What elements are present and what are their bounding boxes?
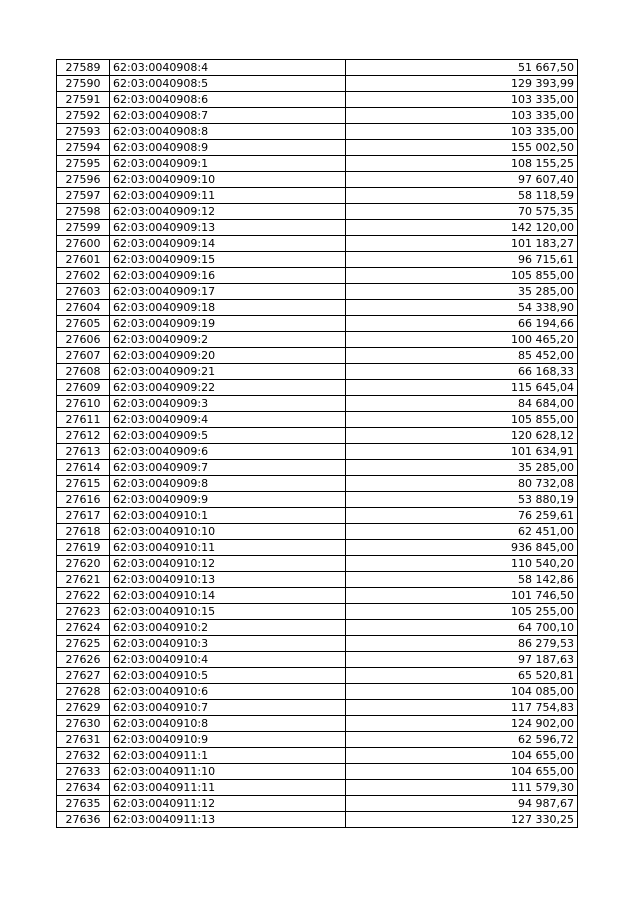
value-cell: 80 732,08	[346, 476, 578, 492]
cadastral-number-cell: 62:03:0040910:12	[110, 556, 346, 572]
cadastral-number-cell: 62:03:0040908:6	[110, 92, 346, 108]
cadastral-number-cell: 62:03:0040909:19	[110, 316, 346, 332]
value-cell: 35 285,00	[346, 284, 578, 300]
value-cell: 97 187,63	[346, 652, 578, 668]
row-number-cell: 27628	[57, 684, 110, 700]
cadastral-number-cell: 62:03:0040909:10	[110, 172, 346, 188]
cadastral-number-cell: 62:03:0040911:13	[110, 812, 346, 828]
table-row	[57, 364, 578, 380]
row-number-cell: 27621	[57, 572, 110, 588]
value-cell: 129 393,99	[346, 76, 578, 92]
table-row	[57, 764, 578, 780]
cadastral-number-cell: 62:03:0040909:8	[110, 476, 346, 492]
value-cell: 108 155,25	[346, 156, 578, 172]
cadastral-number-cell: 62:03:0040910:3	[110, 636, 346, 652]
value-cell: 86 279,53	[346, 636, 578, 652]
value-cell: 62 451,00	[346, 524, 578, 540]
row-number-cell: 27597	[57, 188, 110, 204]
table-row	[57, 348, 578, 364]
value-cell: 70 575,35	[346, 204, 578, 220]
row-number-cell: 27601	[57, 252, 110, 268]
value-cell: 127 330,25	[346, 812, 578, 828]
row-number-cell: 27592	[57, 108, 110, 124]
row-number-cell: 27593	[57, 124, 110, 140]
cadastral-number-cell: 62:03:0040910:6	[110, 684, 346, 700]
table-row	[57, 140, 578, 156]
row-number-cell: 27633	[57, 764, 110, 780]
table-row	[57, 556, 578, 572]
table-row	[57, 156, 578, 172]
cadastral-number-cell: 62:03:0040908:4	[110, 60, 346, 76]
table-row	[57, 524, 578, 540]
table-row	[57, 732, 578, 748]
table-row	[57, 444, 578, 460]
row-number-cell: 27615	[57, 476, 110, 492]
table-row	[57, 476, 578, 492]
value-cell: 54 338,90	[346, 300, 578, 316]
value-cell: 65 520,81	[346, 668, 578, 684]
row-number-cell: 27625	[57, 636, 110, 652]
value-cell: 101 183,27	[346, 236, 578, 252]
row-number-cell: 27632	[57, 748, 110, 764]
table-row	[57, 604, 578, 620]
table-row	[57, 252, 578, 268]
cadastral-number-cell: 62:03:0040909:1	[110, 156, 346, 172]
row-number-cell: 27598	[57, 204, 110, 220]
value-cell: 120 628,12	[346, 428, 578, 444]
cadastral-number-cell: 62:03:0040909:15	[110, 252, 346, 268]
row-number-cell: 27599	[57, 220, 110, 236]
value-cell: 94 987,67	[346, 796, 578, 812]
cadastral-number-cell: 62:03:0040909:20	[110, 348, 346, 364]
row-number-cell: 27600	[57, 236, 110, 252]
cadastral-value-table	[56, 59, 578, 828]
table-row	[57, 652, 578, 668]
cadastral-number-cell: 62:03:0040910:4	[110, 652, 346, 668]
table-row	[57, 636, 578, 652]
value-cell: 124 902,00	[346, 716, 578, 732]
row-number-cell: 27609	[57, 380, 110, 396]
cadastral-number-cell: 62:03:0040909:6	[110, 444, 346, 460]
cadastral-number-cell: 62:03:0040909:5	[110, 428, 346, 444]
row-number-cell: 27634	[57, 780, 110, 796]
cadastral-number-cell: 62:03:0040908:5	[110, 76, 346, 92]
row-number-cell: 27591	[57, 92, 110, 108]
cadastral-number-cell: 62:03:0040909:9	[110, 492, 346, 508]
cadastral-number-cell: 62:03:0040910:1	[110, 508, 346, 524]
table-body	[57, 60, 578, 828]
row-number-cell: 27627	[57, 668, 110, 684]
row-number-cell: 27610	[57, 396, 110, 412]
cadastral-number-cell: 62:03:0040909:16	[110, 268, 346, 284]
value-cell: 51 667,50	[346, 60, 578, 76]
table-row	[57, 492, 578, 508]
cadastral-number-cell: 62:03:0040909:21	[110, 364, 346, 380]
cadastral-number-cell: 62:03:0040909:12	[110, 204, 346, 220]
table-row	[57, 572, 578, 588]
table-row	[57, 460, 578, 476]
value-cell: 110 540,20	[346, 556, 578, 572]
value-cell: 111 579,30	[346, 780, 578, 796]
cadastral-number-cell: 62:03:0040910:8	[110, 716, 346, 732]
row-number-cell: 27613	[57, 444, 110, 460]
cadastral-number-cell: 62:03:0040910:5	[110, 668, 346, 684]
row-number-cell: 27635	[57, 796, 110, 812]
value-cell: 84 684,00	[346, 396, 578, 412]
cadastral-number-cell: 62:03:0040909:2	[110, 332, 346, 348]
value-cell: 104 655,00	[346, 748, 578, 764]
value-cell: 103 335,00	[346, 92, 578, 108]
row-number-cell: 27604	[57, 300, 110, 316]
row-number-cell: 27624	[57, 620, 110, 636]
table-row	[57, 300, 578, 316]
table-row	[57, 172, 578, 188]
row-number-cell: 27611	[57, 412, 110, 428]
row-number-cell: 27636	[57, 812, 110, 828]
row-number-cell: 27618	[57, 524, 110, 540]
value-cell: 97 607,40	[346, 172, 578, 188]
table-row	[57, 748, 578, 764]
table-row	[57, 268, 578, 284]
value-cell: 101 746,50	[346, 588, 578, 604]
value-cell: 104 655,00	[346, 764, 578, 780]
value-cell: 62 596,72	[346, 732, 578, 748]
value-cell: 85 452,00	[346, 348, 578, 364]
cadastral-number-cell: 62:03:0040911:1	[110, 748, 346, 764]
table-row	[57, 60, 578, 76]
table-row	[57, 316, 578, 332]
table-row	[57, 428, 578, 444]
table-row	[57, 508, 578, 524]
row-number-cell: 27608	[57, 364, 110, 380]
cadastral-number-cell: 62:03:0040910:15	[110, 604, 346, 620]
value-cell: 104 085,00	[346, 684, 578, 700]
table-row	[57, 780, 578, 796]
row-number-cell: 27596	[57, 172, 110, 188]
cadastral-number-cell: 62:03:0040910:7	[110, 700, 346, 716]
table-row	[57, 188, 578, 204]
table-row	[57, 124, 578, 140]
cadastral-number-cell: 62:03:0040909:7	[110, 460, 346, 476]
row-number-cell: 27630	[57, 716, 110, 732]
cadastral-number-cell: 62:03:0040909:22	[110, 380, 346, 396]
table-row	[57, 92, 578, 108]
cadastral-number-cell: 62:03:0040909:17	[110, 284, 346, 300]
cadastral-number-cell: 62:03:0040911:11	[110, 780, 346, 796]
row-number-cell: 27619	[57, 540, 110, 556]
cadastral-number-cell: 62:03:0040908:9	[110, 140, 346, 156]
table-row	[57, 540, 578, 556]
cadastral-number-cell: 62:03:0040908:7	[110, 108, 346, 124]
table-row	[57, 716, 578, 732]
table-row	[57, 796, 578, 812]
cadastral-number-cell: 62:03:0040909:11	[110, 188, 346, 204]
table-row	[57, 108, 578, 124]
cadastral-number-cell: 62:03:0040910:13	[110, 572, 346, 588]
table-row	[57, 684, 578, 700]
value-cell: 117 754,83	[346, 700, 578, 716]
cadastral-number-cell: 62:03:0040911:12	[110, 796, 346, 812]
row-number-cell: 27622	[57, 588, 110, 604]
row-number-cell: 27602	[57, 268, 110, 284]
value-cell: 105 855,00	[346, 412, 578, 428]
table-row	[57, 396, 578, 412]
value-cell: 53 880,19	[346, 492, 578, 508]
table-row	[57, 76, 578, 92]
row-number-cell: 27629	[57, 700, 110, 716]
table-row	[57, 380, 578, 396]
value-cell: 64 700,10	[346, 620, 578, 636]
value-cell: 115 645,04	[346, 380, 578, 396]
value-cell: 100 465,20	[346, 332, 578, 348]
value-cell: 105 255,00	[346, 604, 578, 620]
row-number-cell: 27614	[57, 460, 110, 476]
value-cell: 103 335,00	[346, 124, 578, 140]
row-number-cell: 27594	[57, 140, 110, 156]
row-number-cell: 27589	[57, 60, 110, 76]
row-number-cell: 27590	[57, 76, 110, 92]
cadastral-number-cell: 62:03:0040908:8	[110, 124, 346, 140]
table-row	[57, 588, 578, 604]
value-cell: 936 845,00	[346, 540, 578, 556]
table-row	[57, 620, 578, 636]
value-cell: 103 335,00	[346, 108, 578, 124]
value-cell: 58 118,59	[346, 188, 578, 204]
cadastral-number-cell: 62:03:0040909:18	[110, 300, 346, 316]
row-number-cell: 27607	[57, 348, 110, 364]
value-cell: 96 715,61	[346, 252, 578, 268]
cadastral-number-cell: 62:03:0040910:10	[110, 524, 346, 540]
cadastral-number-cell: 62:03:0040909:4	[110, 412, 346, 428]
row-number-cell: 27606	[57, 332, 110, 348]
table-row	[57, 204, 578, 220]
table-row	[57, 812, 578, 828]
value-cell: 66 194,66	[346, 316, 578, 332]
row-number-cell: 27603	[57, 284, 110, 300]
cadastral-number-cell: 62:03:0040910:9	[110, 732, 346, 748]
cadastral-number-cell: 62:03:0040909:14	[110, 236, 346, 252]
table-row	[57, 284, 578, 300]
cadastral-number-cell: 62:03:0040909:3	[110, 396, 346, 412]
row-number-cell: 27605	[57, 316, 110, 332]
table-row	[57, 332, 578, 348]
cadastral-number-cell: 62:03:0040910:2	[110, 620, 346, 636]
cadastral-number-cell: 62:03:0040910:14	[110, 588, 346, 604]
cadastral-number-cell: 62:03:0040911:10	[110, 764, 346, 780]
table-row	[57, 220, 578, 236]
cadastral-number-cell: 62:03:0040909:13	[110, 220, 346, 236]
value-cell: 58 142,86	[346, 572, 578, 588]
table-row	[57, 700, 578, 716]
row-number-cell: 27595	[57, 156, 110, 172]
row-number-cell: 27620	[57, 556, 110, 572]
cadastral-number-cell: 62:03:0040910:11	[110, 540, 346, 556]
table-row	[57, 668, 578, 684]
row-number-cell: 27616	[57, 492, 110, 508]
value-cell: 35 285,00	[346, 460, 578, 476]
row-number-cell: 27623	[57, 604, 110, 620]
value-cell: 155 002,50	[346, 140, 578, 156]
row-number-cell: 27626	[57, 652, 110, 668]
value-cell: 142 120,00	[346, 220, 578, 236]
table-row	[57, 412, 578, 428]
row-number-cell: 27631	[57, 732, 110, 748]
value-cell: 66 168,33	[346, 364, 578, 380]
value-cell: 76 259,61	[346, 508, 578, 524]
value-cell: 101 634,91	[346, 444, 578, 460]
row-number-cell: 27612	[57, 428, 110, 444]
value-cell: 105 855,00	[346, 268, 578, 284]
row-number-cell: 27617	[57, 508, 110, 524]
table-row	[57, 236, 578, 252]
